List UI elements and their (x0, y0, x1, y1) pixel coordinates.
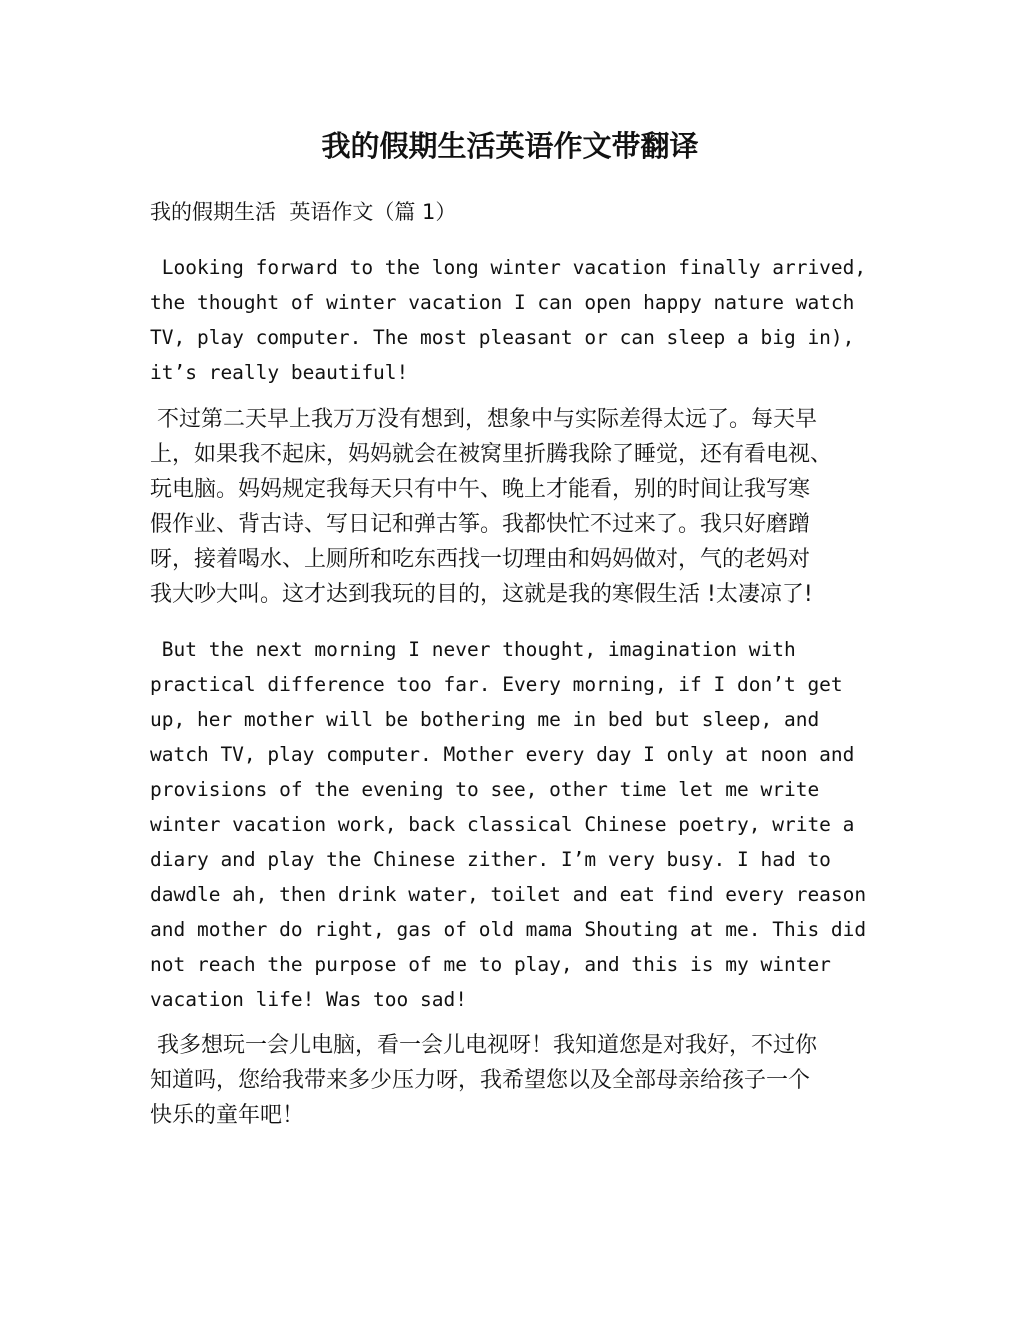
chinese-paragraph-1 (150, 402, 880, 612)
paragraph-line: 上，如果我不起床，妈妈就会在被窝里折腾我除了睡觉，还有看电视、 (150, 442, 833, 467)
paragraph-line: 知道吗，您给我带来多少压力呀，我希望您以及全部母亲给孩子一个 (150, 1068, 811, 1093)
paragraph-line: diary and play the Chinese zither. I’m very busy. I had to (150, 848, 831, 871)
paragraph-line: 我多想玩一会儿电脑，看一会儿电视呀！我知道您是对我好，不过你 (150, 1033, 817, 1058)
paragraph-line: it’s really beautiful! (150, 361, 409, 384)
section-heading: 我的假期生活 英语作文（篇 1） (150, 200, 457, 224)
paragraph-line: Looking forward to the long winter vacation finally arrived, (150, 256, 867, 279)
paragraph-line: provisions of the evening to see, other time let me write (150, 778, 820, 801)
paragraph-line: But the next morning I never thought, imagination with (150, 638, 796, 661)
english-paragraph-1 (150, 250, 870, 390)
paragraph-line: watch TV, play computer. Mother every day I only at noon and (150, 743, 855, 766)
paragraph-line: 玩电脑。妈妈规定我每天只有中午、晚上才能看，别的时间让我写寒 (150, 477, 811, 502)
chinese-paragraph-2 (150, 1028, 880, 1133)
paragraph-line: not reach the purpose of me to play, and this is my winter (150, 953, 831, 976)
paragraph-line: dawdle ah, then drink water, toilet and eat find every reason (150, 883, 867, 906)
english-paragraph-2 (150, 632, 870, 1017)
paragraph-line: up, her mother will be bothering me in bed but sleep, and (150, 708, 820, 731)
paragraph-line: the thought of winter vacation I can open happy nature watch (150, 291, 855, 314)
paragraph-line: 我大吵大叫。这才达到我玩的目的，这就是我的寒假生活 !太凄凉了! (150, 582, 813, 607)
paragraph-line: winter vacation work, back classical Chinese poetry, write a (150, 813, 855, 836)
paragraph-line: 快乐的童年吧！ (150, 1103, 305, 1128)
paragraph-line: 呀，接着喝水、上厕所和吃东西找一切理由和妈妈做对，气的老妈对 (150, 547, 811, 572)
paragraph-line: practical difference too far. Every morning, if I don’t get (150, 673, 843, 696)
document-title: 我的假期生活英语作文带翻译 (321, 129, 699, 163)
paragraph-line: and mother do right, gas of old mama Shouting at me. This did (150, 918, 867, 941)
paragraph-line: vacation life! Was too sad! (150, 988, 467, 1011)
paragraph-line: 不过第二天早上我万万没有想到，想象中与实际差得太远了。每天早 (150, 407, 817, 432)
paragraph-line: TV, play computer. The most pleasant or can sleep a big in), (150, 326, 855, 349)
paragraph-line: 假作业、背古诗、写日记和弹古筝。我都快忙不过来了。我只好磨蹭 (150, 512, 811, 537)
